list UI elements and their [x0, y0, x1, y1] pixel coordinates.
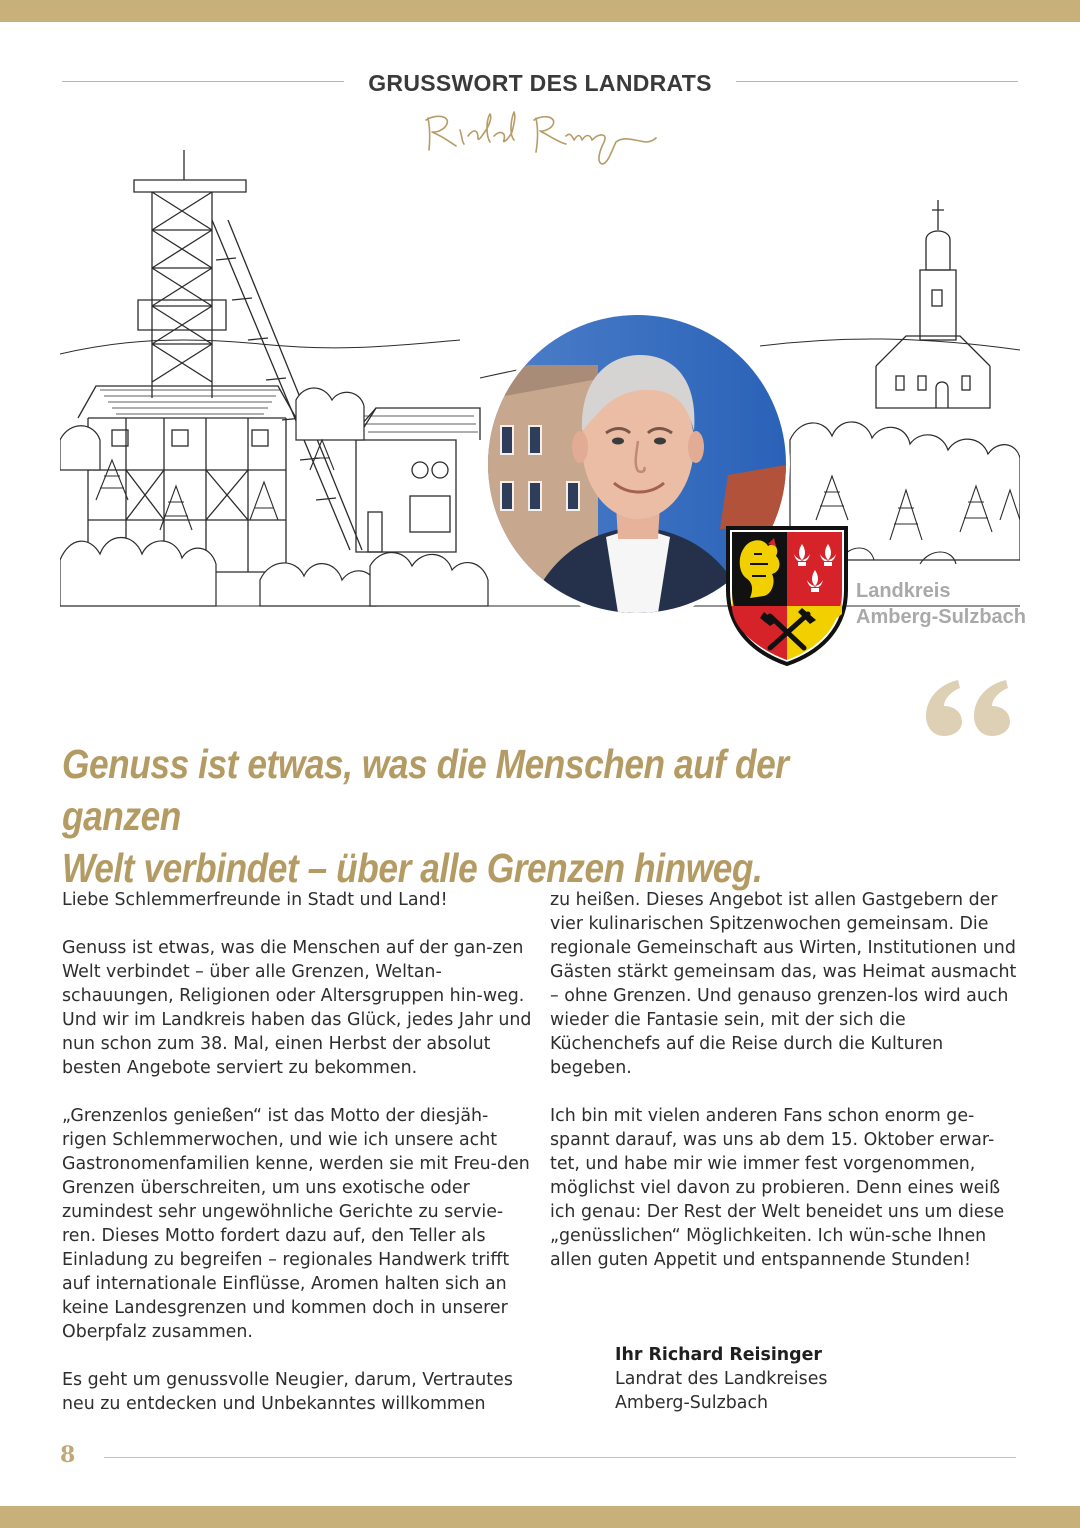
pull-quote-line2: Welt verbindet – über alle Grenzen hinweg.: [62, 845, 763, 891]
paragraph: Liebe Schlemmerfreunde in Stadt und Land!: [62, 890, 448, 910]
body-column-right: [550, 888, 1020, 1296]
pull-quote-line1: Genuss ist etwas, was die Menschen auf der ganzen: [62, 741, 789, 839]
section-title: GRUSSWORT DES LANDRATS: [368, 70, 712, 96]
page-number: 8: [60, 1442, 76, 1468]
body-column-left: [62, 888, 532, 1440]
signature-block: [615, 1343, 827, 1415]
quotation-mark-icon: [922, 676, 1018, 752]
crest-label-line1: Landkreis: [856, 580, 951, 602]
paragraph: Genuss ist etwas, was die Menschen auf der gan-zen Welt verbindet – über alle Grenzen, Weltan-schauungen, Religionen oder Altersgruppen hin-weg. Und wir im Landkreis haben das Glück, jedes Jahr und nun schon zum 38. Mal, einen Herbst der absolut besten Angebote serviert zu bekommen.: [62, 938, 532, 1078]
crest-label-line2: Amberg-Sulzbach: [856, 606, 1027, 628]
coat-of-arms: [724, 524, 850, 666]
paragraph: „Grenzenlos genießen“ ist das Motto der diesjäh-rigen Schlemmerwochen, und wie ich unsere acht Gastronomenfamilien kenne, werden sie mit Freu-den Grenzen überschreiten, um uns exotische oder zumindest sehr ungewöhnliche Gerichte zu servie-ren. Dieses Motto fordert dazu auf, den Teller als Einladung zu begreifen – regionales Handwerk trifft auf internationale Einflüsse, Aromen halten sich an keine Landesgrenzen und kommen doch in unserer Oberpfalz zusammen.: [62, 1106, 530, 1342]
signer-name: Ihr Richard Reisinger: [615, 1345, 822, 1365]
signer-role-line2: Amberg-Sulzbach: [615, 1393, 769, 1413]
pull-quote: [62, 738, 802, 894]
paragraph: Es geht um genussvolle Neugier, darum, Vertrautes neu zu entdecken und Unbekanntes willkommen: [62, 1370, 513, 1414]
crest-label: [856, 578, 1026, 630]
bottom-gold-band: [0, 1506, 1080, 1528]
paragraph: zu heißen. Dieses Angebot ist allen Gastgebern der vier kulinarischen Spitzenwochen gemeinsam. Die regionale Gemeinschaft aus Wirten, Institutionen und Gästen stärkt gemeinsam das, was Heimat ausmacht – ohne Grenzen. Und genauso grenzen-los wird auch wieder die Fantasie sein, mit der sich die Küchenchefs auf die Reise durch die Kulturen begeben.: [550, 890, 1017, 1078]
signer-role-line1: Landrat des Landkreises: [615, 1369, 828, 1389]
top-gold-band: [0, 0, 1080, 22]
footer-rule: [104, 1457, 1016, 1458]
paragraph: Ich bin mit vielen anderen Fans schon enorm ge-spannt darauf, was uns ab dem 15. Oktober erwar-tet, und habe mir wie immer fest vorgenommen, möglichst viel davon zu probieren. Denn eines weiß ich genau: Der Rest der Welt beneidet uns um diese „genüsslichen“ Möglichkeiten. Ich wün-sche Ihnen allen guten Appetit und entspannende Stunden!: [550, 1106, 1005, 1270]
